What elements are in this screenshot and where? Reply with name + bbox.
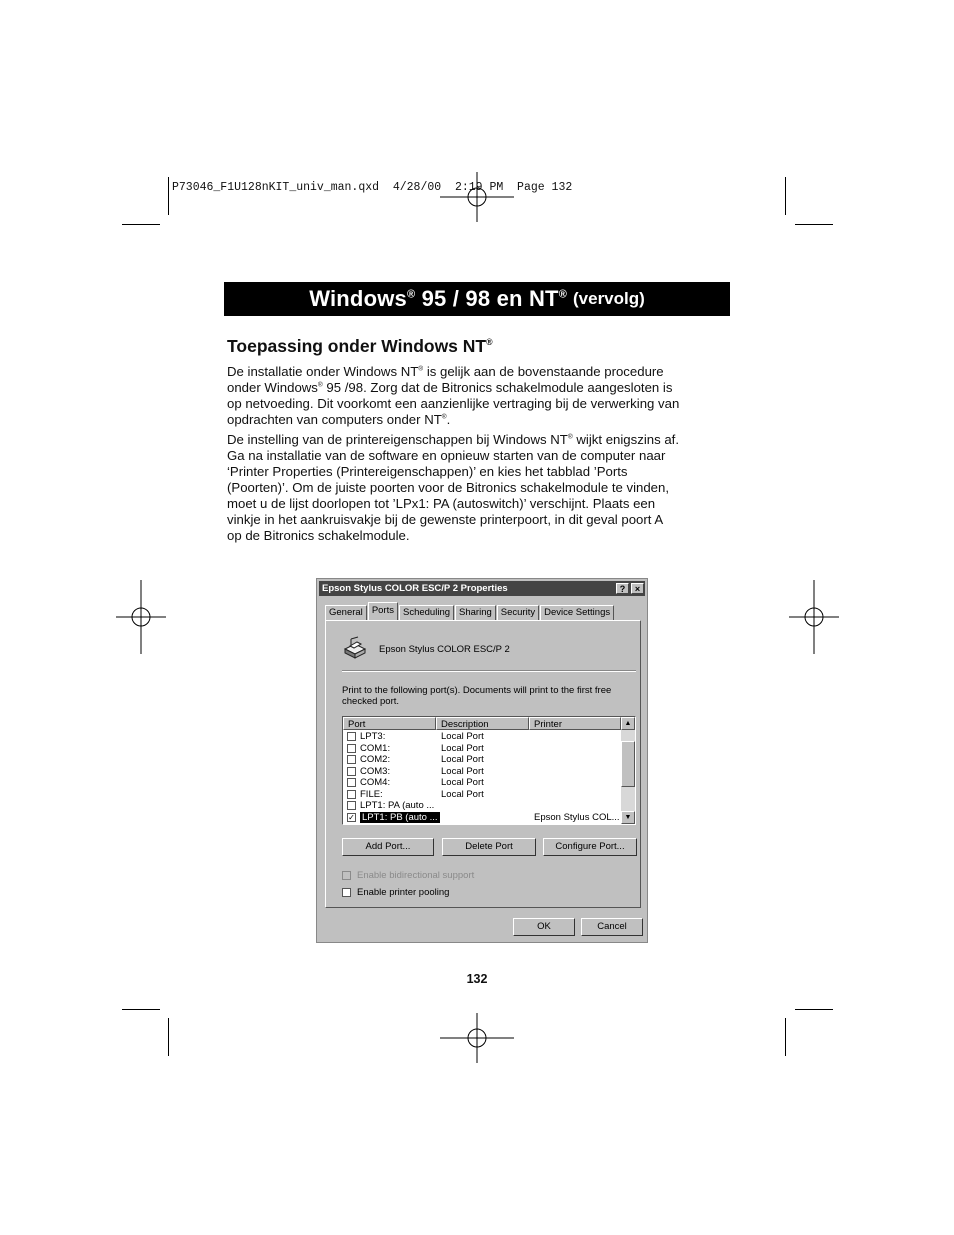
- paragraph-instructions: [227, 432, 733, 544]
- ports-panel: [325, 620, 641, 908]
- registration-mark-icon: [440, 160, 514, 234]
- checkbox-box: [342, 888, 351, 897]
- dialog-title-bar: [319, 581, 645, 596]
- paragraph-intro: [227, 364, 733, 428]
- bidirectional-label: Enable bidirectional support: [357, 870, 475, 881]
- text-run: .: [446, 412, 451, 427]
- printer-name: Epson Stylus COLOR ESC/P 2: [379, 644, 510, 655]
- description-cell: Local Port: [441, 765, 484, 777]
- help-button[interactable]: ?: [616, 583, 629, 594]
- checkbox-checked-icon[interactable]: ✓: [348, 812, 355, 822]
- text-run: 95 /98. Zorg dat de Bitronics schakelmodule aangesloten is: [322, 380, 673, 395]
- description-cell: Local Port: [441, 731, 484, 742]
- registration-mark-icon: [440, 1001, 514, 1075]
- checkbox-icon[interactable]: [347, 790, 356, 799]
- port-cell: FILE:: [360, 788, 383, 800]
- text-line: (Poorten)’. Om de juiste poorten voor de Bitronics schakelmodule te vinden,: [227, 480, 670, 495]
- description-cell: Local Port: [441, 742, 484, 754]
- tab-scheduling[interactable]: Scheduling: [399, 605, 454, 620]
- printer-cell: Epson Stylus COL...: [534, 811, 620, 823]
- page-title: [224, 282, 730, 316]
- crop-mark: [168, 1018, 169, 1056]
- crop-mark: [168, 177, 169, 215]
- reg-mark: ®: [317, 381, 323, 389]
- checkbox-icon[interactable]: [347, 778, 356, 787]
- reg-mark: ®: [486, 337, 493, 348]
- section-heading: [227, 336, 493, 357]
- crop-mark: [795, 1009, 833, 1010]
- tab-sharing[interactable]: Sharing: [455, 605, 496, 620]
- checkbox-icon[interactable]: [347, 801, 356, 810]
- scroll-up-icon[interactable]: ▲: [621, 717, 635, 730]
- title-versions: 95 / 98 en NT: [415, 286, 559, 311]
- title-windows: Windows: [309, 286, 407, 311]
- reg-mark: ®: [558, 288, 567, 301]
- text-run: is gelijk aan de bovenstaande procedure: [423, 364, 664, 379]
- reg-mark: ®: [406, 288, 416, 301]
- text-line: moet u de lijst doorlopen tot ’LPx1: PA (autoswitch)’ verschijnt. Plaats een: [227, 496, 656, 511]
- text-run: onder Windows: [227, 380, 318, 395]
- text-run: opdrachten van computers onder NT: [227, 412, 442, 427]
- port-cell: COM4:: [360, 777, 391, 788]
- text-run: De installatie onder Windows NT: [227, 364, 419, 379]
- instruction-line: checked port.: [342, 696, 400, 707]
- ports-instruction: [342, 685, 636, 707]
- text-line: Ga na installatie van de software en opnieuw starten van de computer naar: [227, 448, 666, 463]
- printer-icon: [342, 635, 368, 661]
- text-line: [227, 412, 733, 428]
- text-run: De instelling van de printereigenschappen bij Windows NT: [227, 432, 568, 447]
- port-cell: COM1:: [360, 742, 391, 754]
- crop-mark: [795, 224, 833, 225]
- text-line: [227, 380, 733, 396]
- description-cell: Local Port: [441, 788, 484, 800]
- port-cell: LPT1: PA (auto ...: [360, 800, 435, 811]
- table-row[interactable]: [343, 754, 621, 766]
- table-row[interactable]: [343, 766, 621, 778]
- checkbox-box: [342, 871, 351, 880]
- text-line: [227, 432, 733, 448]
- table-row[interactable]: [343, 812, 621, 824]
- text-run: wijkt enigszins af.: [572, 432, 680, 447]
- column-printer[interactable]: Printer: [529, 717, 621, 730]
- checkbox-icon[interactable]: [347, 732, 356, 741]
- heading-text: Toepassing onder Windows NT: [227, 336, 487, 356]
- delete-port-button[interactable]: Delete Port: [442, 838, 536, 856]
- registration-mark-icon: [104, 580, 178, 654]
- port-cell: COM3:: [360, 765, 391, 777]
- tab-ports[interactable]: Ports: [368, 602, 398, 620]
- configure-port-button[interactable]: Configure Port...: [543, 838, 637, 856]
- table-row[interactable]: [343, 789, 621, 801]
- list-header: [343, 717, 621, 730]
- scroll-thumb[interactable]: [621, 741, 635, 787]
- crop-mark: [122, 224, 160, 225]
- checkbox-icon[interactable]: [347, 755, 356, 764]
- close-button[interactable]: ×: [631, 583, 644, 594]
- text-line: vinkje in het aankruisvakje bij de gewenste printerpoort, in dit geval poort A: [227, 512, 664, 527]
- text-line: [227, 364, 733, 380]
- tab-general[interactable]: General: [325, 605, 367, 620]
- port-cell: LPT3:: [360, 731, 386, 742]
- text-line: op de Bitronics schakelmodule.: [227, 528, 410, 543]
- list-scrollbar[interactable]: [621, 717, 635, 824]
- checkbox-icon[interactable]: [347, 744, 356, 753]
- reg-mark: ®: [567, 433, 573, 441]
- table-row[interactable]: [343, 743, 621, 755]
- crop-mark: [785, 1018, 786, 1056]
- scroll-down-icon[interactable]: ▼: [621, 811, 635, 824]
- table-row[interactable]: [343, 731, 621, 743]
- ports-list[interactable]: [342, 716, 636, 825]
- crop-mark: [785, 177, 786, 215]
- text-line: [227, 396, 733, 412]
- printer-properties-dialog: [316, 578, 648, 943]
- text-run: op netvoeding. Dit voorkomt een aanzienlijke vertraging bij de verwerking van: [227, 396, 680, 411]
- pooling-checkbox[interactable]: [342, 887, 542, 899]
- page-number: 132: [466, 972, 488, 986]
- reg-mark: ®: [441, 413, 447, 421]
- bidirectional-checkbox[interactable]: [342, 870, 542, 882]
- description-cell: Local Port: [441, 777, 484, 788]
- ok-button[interactable]: OK: [513, 918, 575, 936]
- checkbox-icon[interactable]: [347, 767, 356, 776]
- print-slug: P73046_F1U128nKIT_univ_man.qxd 4/28/00 2:19 PM Page 132: [172, 181, 573, 194]
- port-cell: LPT1: PB (auto ...: [362, 811, 438, 823]
- tab-security[interactable]: Security: [497, 605, 539, 620]
- cancel-button[interactable]: Cancel: [581, 918, 643, 936]
- registration-mark-icon: [777, 580, 851, 654]
- column-port[interactable]: Port: [343, 717, 436, 730]
- dialog-title: Epson Stylus COLOR ESC/P 2 Properties: [322, 583, 508, 594]
- description-cell: Local Port: [441, 754, 484, 765]
- port-cell: COM2:: [360, 754, 391, 765]
- instruction-line: Print to the following port(s). Documents will print to the first free: [342, 685, 612, 696]
- text-line: ‘Printer Properties (Printereigenschappen)’ en kies het tabblad ’Ports: [227, 464, 628, 479]
- table-row[interactable]: [343, 800, 621, 812]
- title-subtitle: (vervolg): [573, 289, 645, 308]
- crop-mark: [122, 1009, 160, 1010]
- divider: [342, 670, 636, 672]
- add-port-button[interactable]: Add Port...: [342, 838, 434, 856]
- tab-device-settings[interactable]: Device Settings: [540, 605, 614, 620]
- table-row[interactable]: [343, 777, 621, 789]
- column-description[interactable]: Description: [436, 717, 529, 730]
- tab-strip: [325, 603, 615, 620]
- reg-mark: ®: [418, 365, 424, 373]
- pooling-label: Enable printer pooling: [357, 887, 450, 898]
